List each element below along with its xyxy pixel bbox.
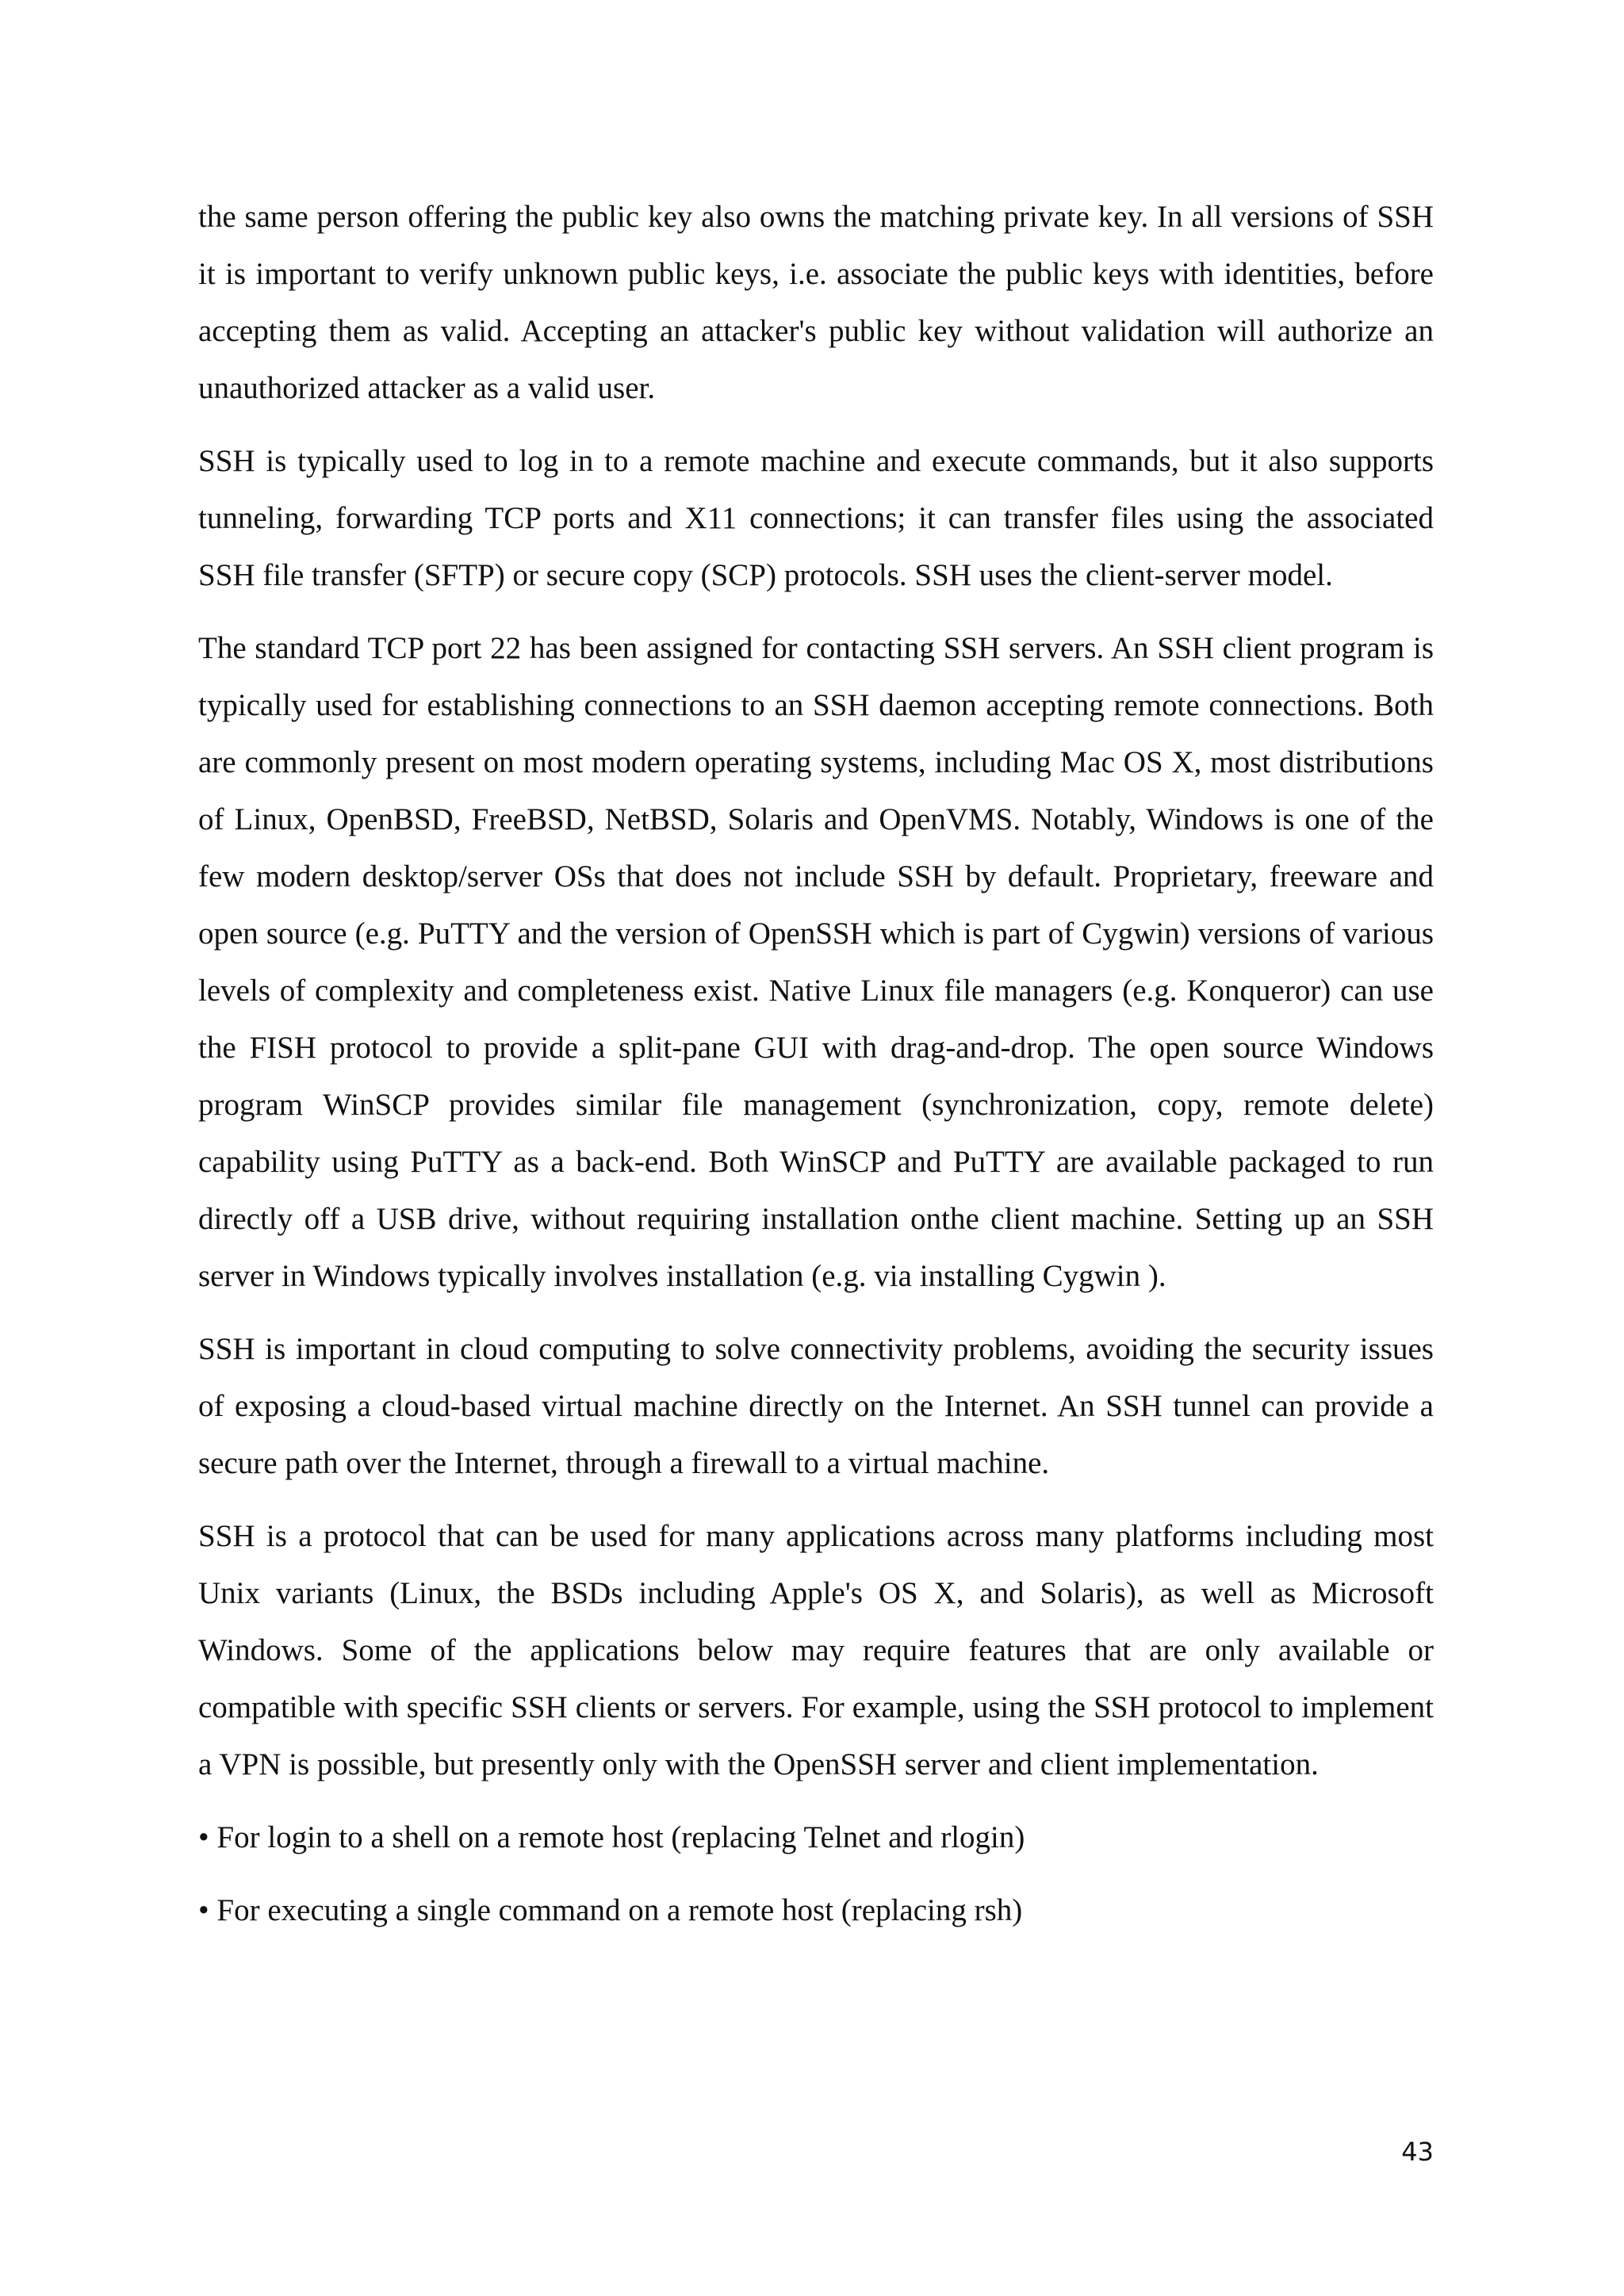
paragraph-ssh-usage: SSH is typically used to log in to a remote machine and execute commands, but it also supports tunneling, forwarding TCP ports and X11 connections; it can transfer files using the associated SSH file transfer (SFTP) or secure copy (SCP) protocols. SSH uses the client-server model. <box>198 444 1434 592</box>
paragraph-ssh-applications: SSH is a protocol that can be used for many applications across many platforms including most Unix variants (Linux, the BSDs including Apple's OS X, and Solaris), as well as Microsoft Windows. Some of the applications below may require features that are only available or compatible with specific SSH clients or servers. For example, using the SSH protocol to implement a VPN is possible, but presently only with the OpenSSH server and client implementation. <box>198 1519 1434 1781</box>
paragraph-public-key-verification: the same person offering the public key also owns the matching private key. In all versions of SSH it is important to verify unknown public keys, i.e. associate the public keys with identities, before accepting them as valid. Accepting an attacker's public key without validation will authorize an unauthorized attacker as a valid user. <box>198 200 1434 405</box>
paragraph-tcp-port-22: The standard TCP port 22 has been assigned for contacting SSH servers. An SSH client program is typically used for establishing connections to an SSH daemon accepting remote connections. Both are commonly present on most modern operating systems, including Mac OS X, most distributions of Linux, OpenBSD, FreeBSD, NetBSD, Solaris and OpenVMS. Notably, Windows is one of the few modern desktop/server OSs that does not include SSH by default. Proprietary, freeware and open source (e.g. PuTTY and the version of OpenSSH which is part of Cygwin) versions of various levels of complexity and completeness exist. Native Linux file managers (e.g. Konqueror) can use the FISH protocol to provide a split-pane GUI with drag-and-drop. The open source Windows program WinSCP provides similar file management (synchronization, copy, remote delete) capability using PuTTY as a back-end. Both WinSCP and PuTTY are available packaged to run directly off a USB drive, without requiring installation onthe client machine. Setting up an SSH server in Windows typically involves installation (e.g. via installing Cygwin ). <box>198 631 1434 1293</box>
paragraph-cloud-computing: SSH is important in cloud computing to solve connectivity problems, avoiding the security issues of exposing a cloud-based virtual machine directly on the Internet. An SSH tunnel can provide a secure path over the Internet, through a firewall to a virtual machine. <box>198 1332 1434 1480</box>
bullet-item-shell-login: • For login to a shell on a remote host (replacing Telnet and rlogin) <box>198 1820 1025 1854</box>
bullet-item-single-command: • For executing a single command on a remote host (replacing rsh) <box>198 1893 1023 1927</box>
page-number: 43 <box>1401 2137 1434 2167</box>
body-text <box>198 189 1434 1955</box>
